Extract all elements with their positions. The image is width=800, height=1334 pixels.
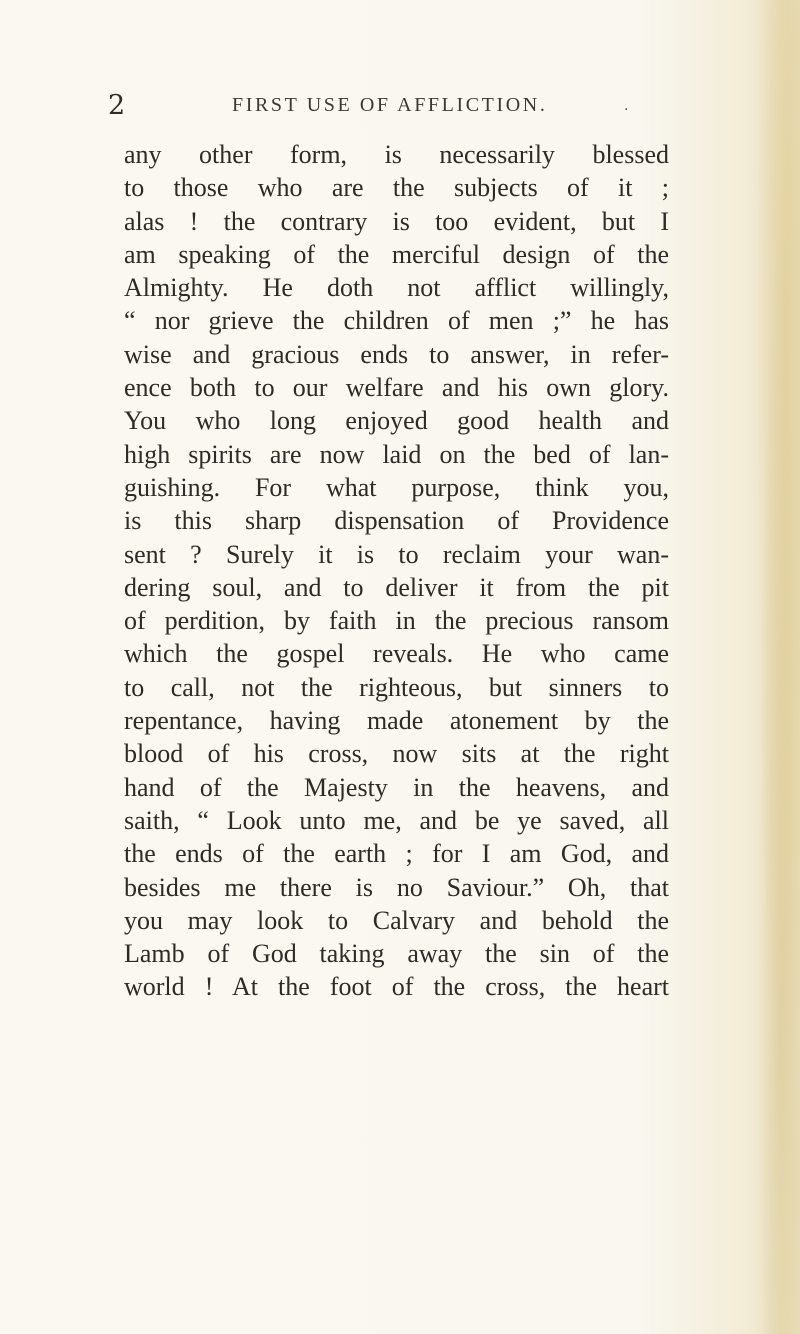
text-line: which the gospel reveals. He who came [124,639,669,669]
text-line: dering soul, and to deliver it from the pit [124,572,669,602]
text-line: Lamb of God taking away the sin of the [124,939,669,969]
text-line: ence both to our welfare and his own glory. [124,373,669,403]
text-line: sent ? Surely it is to reclaim your wan- [124,539,669,569]
text-line: any other form, is necessarily blessed [124,140,669,169]
running-title: FIRST USE OF AFFLICTION. [232,94,548,116]
body-text [124,138,669,1004]
text-line: “ nor grieve the children of men ;” he has [124,306,669,336]
text-line: world ! At the foot of the cross, the heart [124,972,669,1002]
text-line: wise and gracious ends to answer, in refer- [124,339,669,369]
text-line: repentance, having made atonement by the [124,706,669,736]
text-line: the ends of the earth ; for I am God, and [124,839,669,869]
text-line: to those who are the subjects of it ; [124,173,669,203]
page-number: 2 [108,90,126,121]
text-line: am speaking of the merciful design of the [124,239,669,269]
page-edge-stain [752,0,800,1334]
running-head-dot: . [624,98,629,114]
text-line: saith, “ Look unto me, and be ye saved, all [124,805,669,835]
text-line: hand of the Majesty in the heavens, and [124,772,669,802]
running-head [108,90,668,124]
text-line: Almighty. He doth not afflict willingly, [124,273,669,303]
text-line: is this sharp dispensation of Providence [124,506,669,536]
text-line: blood of his cross, now sits at the right [124,739,669,769]
text-line: You who long enjoyed good health and [124,406,669,436]
text-line: high spirits are now laid on the bed of lan- [124,439,669,469]
text-line: guishing. For what purpose, think you, [124,472,669,502]
text-line: alas ! the contrary is too evident, but I [124,206,669,236]
text-line: to call, not the righteous, but sinners to [124,672,669,702]
text-line: you may look to Calvary and behold the [124,905,669,935]
text-line: of perdition, by faith in the precious ransom [124,606,669,636]
text-line: besides me there is no Saviour.” Oh, that [124,872,669,902]
